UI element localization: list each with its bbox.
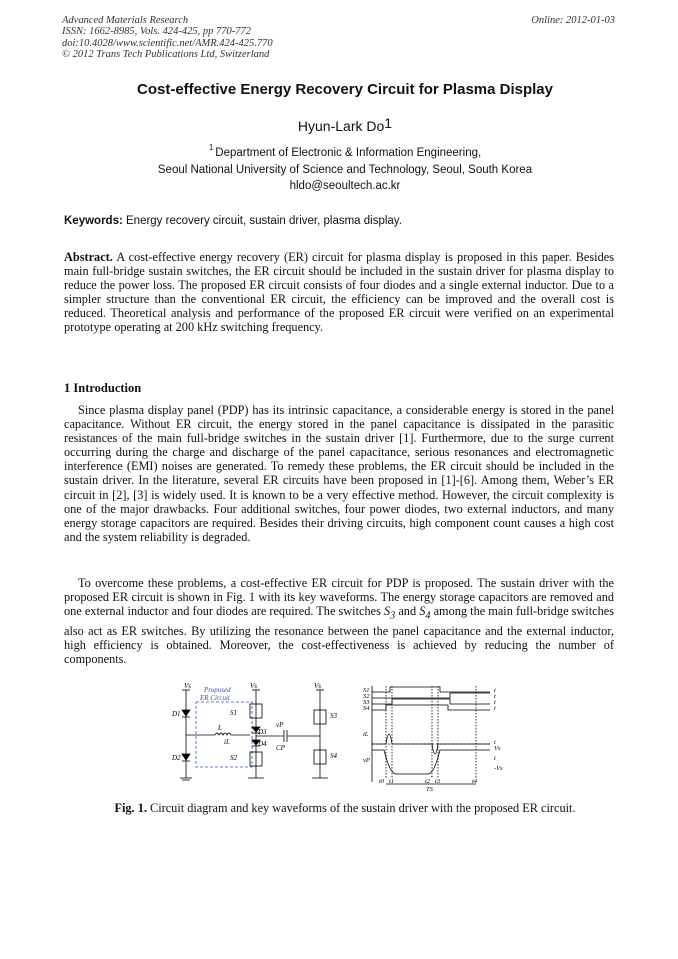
wave-il-label: iL bbox=[363, 731, 369, 738]
intro-paragraph-2 bbox=[64, 576, 614, 666]
circuit-diagram bbox=[180, 690, 328, 780]
label-d1: D1 bbox=[172, 710, 181, 718]
wave-s2-label: S2 bbox=[363, 693, 370, 700]
label-s4: S4 bbox=[330, 752, 337, 760]
s3-symbol: $S_3$ bbox=[383, 604, 396, 622]
abstract-label: Abstract. bbox=[64, 250, 113, 264]
keywords bbox=[64, 215, 624, 227]
wave-s1-label: S1 bbox=[363, 687, 370, 694]
wave-s4-label: S4 bbox=[363, 705, 370, 712]
issn-line: ISSN: 1662-8985, Vols. 424-425, pp 770-772 bbox=[62, 26, 251, 38]
label-il: iL bbox=[224, 738, 230, 746]
diode-d1-icon bbox=[182, 710, 190, 716]
label-s2: S2 bbox=[230, 754, 237, 762]
label-d2: D2 bbox=[172, 754, 181, 762]
paper-title: Cost-effective Energy Recovery Circuit for Plasma Display bbox=[137, 81, 553, 98]
time-t4-label: t4 bbox=[472, 778, 478, 785]
label-vs1: Vs bbox=[184, 682, 191, 690]
affiliation-sup: 1 bbox=[208, 143, 214, 152]
label-l: L bbox=[218, 724, 222, 732]
abstract bbox=[64, 250, 614, 335]
intro-p2-text-c: among the main full-bridge switches also act as ER switches. By utilizing the resonance between the panel capacitance and the external inductor, high efficiency is obtained. Moreover, the cost-effectiveness is achieved by reducing the number of components. bbox=[64, 604, 614, 666]
diode-d2-icon bbox=[182, 754, 190, 760]
journal-header bbox=[62, 15, 622, 60]
wave-t4-label: t bbox=[494, 705, 496, 712]
label-d4: D4 bbox=[258, 740, 267, 748]
affiliation-line2: Seoul National University of Science and Technology, Seoul, South Korea bbox=[157, 164, 533, 176]
author-name: Hyun-Lark Do bbox=[297, 118, 385, 134]
wave-vp-label: vP bbox=[363, 757, 370, 764]
keywords-label: Keywords: bbox=[64, 215, 123, 227]
caption-label: Fig. 1. bbox=[114, 801, 147, 815]
label-s1: S1 bbox=[230, 709, 237, 717]
wave-s3-label: S3 bbox=[363, 699, 370, 706]
label-vs3: Vs bbox=[314, 682, 321, 690]
copyright-line: © 2012 Trans Tech Publications Ltd, Switzerland bbox=[62, 48, 270, 60]
label-vs2: Vs bbox=[250, 682, 257, 690]
intro-paragraph-1: Since plasma display panel (PDP) has its intrinsic capacitance, a considerable energy is stored in the panel capacitance. Without ER circuit, the energy stored in the panel capacitance is dissipated in the parasitic resistances of the main full-bridge switches in the sustain driver [1]. Furthermore, due to the surge current occurring during the charge and discharge of the panel capacitance, serious resonances and electromagnetic interference (EMI) noises are generated. To remedy these problems, the ER circuit should be included in the sustain driver. In the literature, several ER circuits have been proposed in [1]-[6]. Among them, Weber’s ER circuit in [2], [3] is widely used. It is known to be a very effective method. However, the circuit complexity is one of the major drawbacks. Four additional switches, four power diodes, two external inductors, and many energy storage capacitors are required. Besides their driving circuits, high component count causes a high cost and the system reliability is degraded. bbox=[64, 403, 614, 544]
waveform-labels bbox=[363, 687, 503, 792]
label-proposed: Proposed bbox=[204, 686, 231, 694]
time-t0-label: t0 bbox=[379, 778, 385, 785]
intro-p2-text-a: To overcome these problems, a cost-effective ER circuit for PDP is proposed. The sustain driver with the proposed ER circuit is shown in Fig. 1 with its key waveforms. The energy storage capacitors are removed and one external inductor and four diodes are required. The switches bbox=[64, 576, 614, 619]
label-d3: D3 bbox=[258, 728, 267, 736]
time-t3-label: t3 bbox=[435, 778, 441, 785]
time-t1-label: t1 bbox=[389, 778, 395, 785]
author-line bbox=[40, 115, 650, 134]
wave-t2-label: t bbox=[494, 693, 496, 700]
doi-line: doi:10.4028/www.scientific.net/AMR.424-425.770 bbox=[62, 37, 273, 49]
caption-text: Circuit diagram and key waveforms of the sustain driver with the proposed ER circuit. bbox=[150, 801, 576, 815]
abstract-text: A cost-effective energy recovery (ER) circuit for plasma display is proposed in this paper. Besides main full-bridge sustain switches, the ER circuit should be included in the sustain driver for plasma display to reduce the power loss. The proposed ER circuit consists of four diodes and a single external inductor. Due to a simpler structure than the conventional ER circuit, the efficiency can be improved and the overall cost is reduced. Theoretical analysis and performance of the proposed ER circuit were verified on an experimental prototype operating at 200 kHz switching frequency. bbox=[64, 250, 614, 335]
time-t2-label: t2 bbox=[425, 778, 431, 785]
figure-1 bbox=[160, 680, 520, 792]
author-sup: 1 bbox=[384, 115, 393, 131]
wave-mvs-label: -Vs bbox=[494, 765, 503, 772]
wave-t3-label: t bbox=[494, 699, 496, 706]
label-er-circuit: ER Circuit bbox=[200, 694, 230, 702]
wave-t1-label: t bbox=[494, 687, 496, 694]
s4-symbol: $S_4$ bbox=[419, 604, 431, 622]
label-cp: CP bbox=[276, 744, 285, 752]
label-s3: S3 bbox=[330, 712, 337, 720]
online-date: Online: 2012-01-03 bbox=[531, 15, 615, 26]
wave-vs-label: Vs bbox=[494, 745, 501, 752]
affiliation bbox=[40, 139, 650, 179]
keywords-text: Energy recovery circuit, sustain driver, plasma display. bbox=[126, 215, 402, 227]
wave-t5-label: t bbox=[494, 739, 496, 746]
journal-name: Advanced Materials Research bbox=[62, 15, 189, 26]
wave-t6-label: t bbox=[494, 755, 496, 762]
intro-p2-text-b: and bbox=[395, 604, 420, 619]
author-email[interactable]: hldo@seoultech.ac.kr bbox=[289, 180, 401, 192]
figure-caption bbox=[40, 801, 650, 816]
inductor-icon bbox=[215, 733, 231, 735]
section-heading-introduction: 1 Introduction bbox=[64, 381, 142, 395]
time-ts-label: TS bbox=[426, 786, 433, 792]
affiliation-line1: Department of Electronic & Information Engineering, bbox=[215, 147, 482, 159]
waveforms bbox=[372, 686, 490, 784]
label-vp: vP bbox=[276, 721, 284, 729]
